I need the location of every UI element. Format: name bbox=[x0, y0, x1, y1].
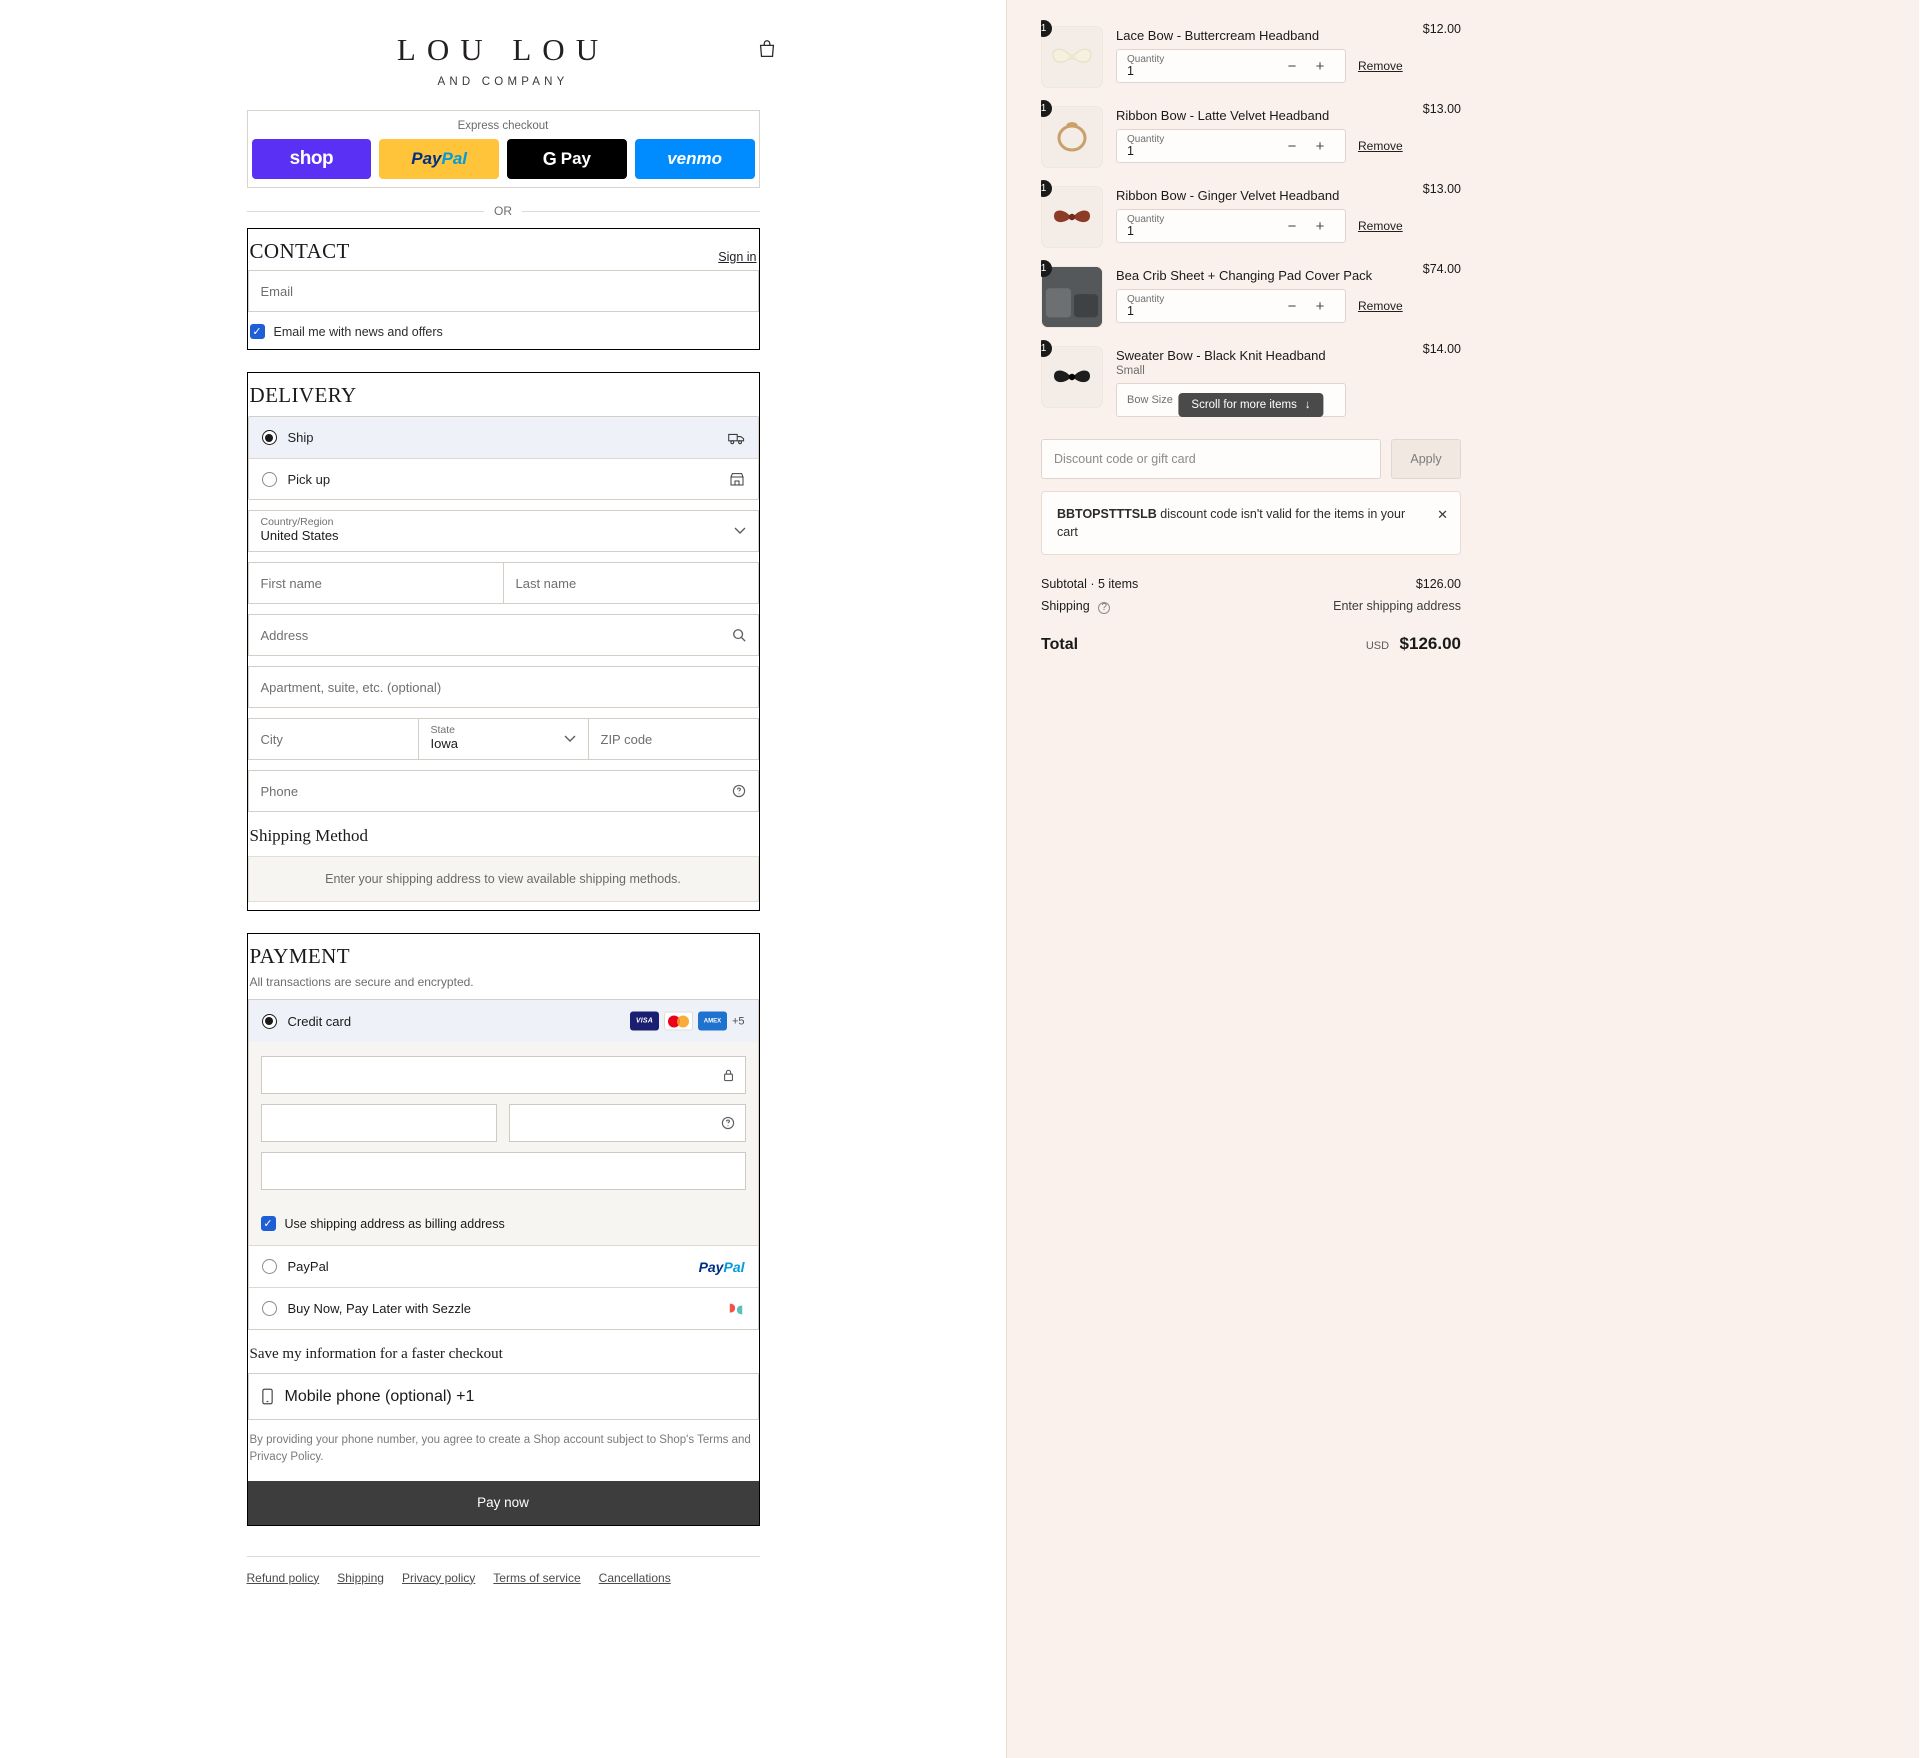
apartment-field[interactable] bbox=[248, 666, 759, 708]
quantity-label: Quantity bbox=[1127, 54, 1165, 65]
payment-methods bbox=[248, 999, 759, 1330]
order-totals bbox=[1041, 573, 1461, 654]
pickup-label: Pick up bbox=[287, 471, 331, 487]
express-checkout bbox=[247, 110, 760, 188]
quantity-value: 1 bbox=[1127, 143, 1134, 158]
sezzle-label: Buy Now, Pay Later with Sezzle bbox=[287, 1301, 472, 1316]
truck-icon bbox=[728, 430, 745, 445]
item-thumbnail bbox=[1041, 186, 1103, 248]
quantity-increase-icon[interactable]: + bbox=[1315, 217, 1325, 235]
city-state-zip-row bbox=[248, 718, 759, 760]
total-row bbox=[1041, 634, 1461, 654]
footer-link-cancellations[interactable]: Cancellations bbox=[598, 1570, 671, 1585]
brand-tagline: AND COMPANY bbox=[437, 76, 569, 88]
privacy-policy-link[interactable]: Privacy Policy bbox=[249, 1451, 321, 1464]
remove-item-button[interactable]: Remove bbox=[1358, 299, 1403, 313]
search-icon[interactable] bbox=[732, 628, 746, 642]
phone-placeholder: Phone bbox=[260, 783, 299, 799]
quantity-decrease-icon[interactable]: − bbox=[1287, 217, 1297, 235]
phone-field[interactable] bbox=[248, 770, 759, 812]
name-row bbox=[248, 562, 759, 604]
item-price: $74.00 bbox=[1422, 262, 1461, 276]
close-icon[interactable]: ✕ bbox=[1437, 507, 1448, 522]
payment-option-paypal[interactable] bbox=[249, 1245, 758, 1287]
shipping-label: Shipping bbox=[1041, 599, 1090, 614]
item-thumbnail bbox=[1041, 26, 1103, 88]
brand-logo[interactable] bbox=[247, 22, 760, 92]
or-divider bbox=[247, 204, 760, 218]
remove-item-button[interactable]: Remove bbox=[1358, 139, 1403, 153]
save-info-title: Save my information for a faster checkout bbox=[249, 1346, 503, 1362]
scroll-for-more-items-button[interactable] bbox=[1178, 393, 1323, 417]
card-brand-icons bbox=[630, 1012, 745, 1031]
newsletter-checkbox-row[interactable] bbox=[248, 312, 759, 349]
item-price: $13.00 bbox=[1422, 182, 1461, 196]
item-quantity-badge: 1 bbox=[1041, 20, 1052, 37]
google-pay-button[interactable] bbox=[507, 139, 627, 179]
list-item bbox=[1041, 98, 1461, 178]
discount-row bbox=[1041, 439, 1461, 479]
country-value: United States bbox=[260, 528, 339, 543]
item-price: $13.00 bbox=[1422, 102, 1461, 116]
credit-card-radio[interactable] bbox=[262, 1014, 277, 1029]
subtotal-row bbox=[1041, 573, 1461, 595]
card-number-field[interactable] bbox=[261, 1056, 746, 1094]
discount-error-code: BBTOPSTTTSLB bbox=[1057, 507, 1157, 521]
paypal-radio[interactable] bbox=[262, 1259, 277, 1274]
item-quantity-badge: 1 bbox=[1041, 180, 1052, 197]
delivery-section bbox=[247, 372, 760, 911]
order-summary-column bbox=[1007, 0, 1919, 1758]
apply-discount-button[interactable]: Apply bbox=[1391, 439, 1461, 479]
remove-item-button[interactable]: Remove bbox=[1358, 59, 1403, 73]
contact-section bbox=[247, 228, 760, 350]
item-title: Lace Bow - Buttercream Headband bbox=[1116, 28, 1320, 43]
payment-title: PAYMENT bbox=[249, 944, 350, 968]
discount-error-alert bbox=[1041, 491, 1461, 555]
list-item bbox=[1041, 178, 1461, 258]
address-placeholder: Address bbox=[260, 627, 309, 643]
item-thumbnail bbox=[1041, 106, 1103, 168]
quantity-increase-icon[interactable]: + bbox=[1315, 297, 1325, 315]
help-icon[interactable] bbox=[721, 1116, 735, 1130]
shipping-method-note: Enter your shipping address to view available shipping methods. bbox=[248, 856, 759, 902]
express-checkout-label: Express checkout bbox=[457, 120, 549, 132]
newsletter-checkbox[interactable]: ✓ bbox=[250, 324, 265, 339]
first-name-placeholder: First name bbox=[260, 575, 322, 591]
card-cvv-field[interactable] bbox=[509, 1104, 746, 1142]
subtotal-label: Subtotal · 5 items bbox=[1041, 577, 1139, 592]
item-quantity-badge: 1 bbox=[1041, 100, 1052, 117]
billing-address-checkbox[interactable]: ✓ bbox=[261, 1216, 276, 1231]
subtotal-value: $126.00 bbox=[1415, 577, 1461, 592]
country-label: Country/Region bbox=[260, 516, 334, 528]
total-label: Total bbox=[1041, 635, 1079, 653]
discount-error-message: discount code isn't valid for the items in your cart bbox=[1057, 507, 1406, 540]
billing-address-row[interactable] bbox=[249, 1210, 758, 1245]
quantity-decrease-icon[interactable]: − bbox=[1287, 137, 1297, 155]
item-price: $14.00 bbox=[1422, 342, 1461, 356]
email-field[interactable] bbox=[248, 270, 759, 312]
first-name-field[interactable] bbox=[248, 562, 504, 604]
card-fields bbox=[249, 1042, 758, 1210]
item-quantity-badge: 1 bbox=[1041, 260, 1052, 277]
lock-icon bbox=[722, 1068, 735, 1082]
google-pay-label: Pay bbox=[560, 149, 591, 168]
list-item bbox=[1041, 258, 1461, 338]
more-brands-label[interactable]: +5 bbox=[731, 1015, 745, 1027]
item-thumbnail bbox=[1041, 346, 1103, 408]
item-thumbnail bbox=[1041, 266, 1103, 328]
payment-option-sezzle[interactable] bbox=[249, 1287, 758, 1329]
billing-address-label: Use shipping address as billing address bbox=[284, 1216, 505, 1231]
store-icon bbox=[729, 471, 745, 487]
item-quantity-badge: 1 bbox=[1041, 340, 1052, 357]
google-g-icon: G bbox=[542, 148, 557, 169]
quantity-decrease-icon[interactable]: − bbox=[1287, 57, 1297, 75]
item-title: Ribbon Bow - Latte Velvet Headband bbox=[1116, 108, 1330, 123]
mobile-phone-value: +1 bbox=[456, 1387, 475, 1405]
pickup-radio[interactable] bbox=[262, 472, 277, 487]
state-label: State bbox=[430, 724, 456, 736]
payment-section bbox=[247, 933, 760, 1526]
zip-placeholder: ZIP code bbox=[600, 731, 653, 747]
country-select[interactable] bbox=[248, 510, 759, 552]
legal-suffix: . bbox=[320, 1451, 324, 1464]
shopping-bag-icon[interactable] bbox=[756, 38, 778, 60]
legal-prefix: By providing your phone number, you agree to create a Shop account subject to Shop's bbox=[249, 1434, 698, 1446]
paypal-logo: PayPal bbox=[698, 1258, 745, 1275]
discount-placeholder: Discount code or gift card bbox=[1054, 452, 1196, 466]
last-name-placeholder: Last name bbox=[515, 575, 577, 591]
ship-radio[interactable] bbox=[262, 430, 277, 445]
contact-title: CONTACT bbox=[249, 239, 350, 263]
delivery-options bbox=[248, 416, 759, 500]
item-price: $12.00 bbox=[1422, 22, 1461, 36]
footer-link-shipping[interactable]: Shipping bbox=[337, 1570, 384, 1585]
delivery-option-pickup[interactable] bbox=[249, 458, 758, 499]
or-label: OR bbox=[494, 204, 512, 218]
quantity-label: Quantity bbox=[1127, 134, 1165, 145]
newsletter-label: Email me with news and offers bbox=[273, 324, 443, 339]
quantity-value: 1 bbox=[1127, 303, 1134, 318]
payment-subtitle: All transactions are secure and encrypted. bbox=[249, 975, 474, 989]
quantity-increase-icon[interactable]: + bbox=[1315, 57, 1325, 75]
quantity-value: 1 bbox=[1127, 223, 1134, 238]
quantity-increase-icon[interactable]: + bbox=[1315, 137, 1325, 155]
item-variant: Small bbox=[1116, 365, 1145, 377]
discount-code-input[interactable] bbox=[1041, 439, 1381, 479]
pay-now-button[interactable]: Pay now bbox=[248, 1481, 759, 1525]
item-title: Ribbon Bow - Ginger Velvet Headband bbox=[1116, 188, 1340, 203]
footer-divider bbox=[247, 1556, 760, 1557]
name-on-card-field[interactable] bbox=[261, 1152, 746, 1190]
paypal-label: PayPal bbox=[287, 1259, 329, 1274]
shipping-value: Enter shipping address bbox=[1333, 599, 1461, 614]
venmo-button[interactable] bbox=[635, 139, 755, 179]
bow-size-label: Bow Size bbox=[1127, 394, 1173, 406]
scroll-hint-label: Scroll for more items bbox=[1191, 399, 1297, 411]
chevron-down-icon bbox=[734, 527, 746, 535]
quantity-stepper[interactable] bbox=[1116, 49, 1346, 83]
shop-pay-label: shop bbox=[289, 148, 334, 169]
cart-items-list[interactable] bbox=[1041, 18, 1461, 427]
footer-link-terms-of-service[interactable]: Terms of service bbox=[493, 1570, 581, 1585]
terms-link[interactable]: Terms bbox=[697, 1434, 729, 1446]
legal-and: and bbox=[728, 1434, 751, 1446]
legal-text bbox=[248, 1420, 759, 1481]
remove-item-button[interactable]: Remove bbox=[1358, 219, 1403, 233]
visa-icon: VISA bbox=[630, 1012, 659, 1031]
ship-label: Ship bbox=[287, 430, 314, 445]
paypal-express-button[interactable]: PayPal bbox=[379, 139, 499, 179]
mastercard-icon bbox=[664, 1012, 693, 1031]
shipping-row bbox=[1041, 595, 1461, 618]
quantity-value: 1 bbox=[1127, 63, 1134, 78]
total-value: $126.00 bbox=[1399, 633, 1461, 653]
quantity-label: Quantity bbox=[1127, 214, 1165, 225]
mobile-phone-label: Mobile phone (optional) bbox=[284, 1387, 452, 1405]
shipping-method-title: Shipping Method bbox=[249, 826, 369, 845]
payment-option-credit-card[interactable] bbox=[249, 1000, 758, 1042]
help-icon[interactable]: ? bbox=[1098, 602, 1110, 614]
city-placeholder: City bbox=[260, 731, 283, 747]
amex-icon: AMEX bbox=[698, 1012, 727, 1031]
credit-card-label: Credit card bbox=[287, 1013, 352, 1029]
arrow-down-icon: ↓ bbox=[1304, 399, 1311, 411]
state-value: Iowa bbox=[430, 736, 458, 751]
apartment-placeholder: Apartment, suite, etc. (optional) bbox=[260, 679, 442, 695]
footer-link-privacy-policy[interactable]: Privacy policy bbox=[401, 1570, 476, 1585]
footer-links bbox=[247, 1571, 760, 1585]
quantity-decrease-icon[interactable]: − bbox=[1287, 297, 1297, 315]
quantity-label: Quantity bbox=[1127, 294, 1165, 305]
card-expiry-field[interactable] bbox=[261, 1104, 498, 1142]
sezzle-radio[interactable] bbox=[262, 1301, 277, 1316]
list-item bbox=[1041, 18, 1461, 98]
total-currency: USD bbox=[1365, 639, 1390, 652]
help-icon[interactable] bbox=[732, 784, 746, 798]
zip-field[interactable] bbox=[589, 718, 759, 760]
delivery-option-ship[interactable] bbox=[249, 417, 758, 458]
delivery-title: DELIVERY bbox=[249, 383, 357, 407]
item-title: Sweater Bow - Black Knit Headband bbox=[1116, 348, 1326, 363]
state-select[interactable] bbox=[419, 718, 589, 760]
quantity-stepper[interactable] bbox=[1116, 129, 1346, 163]
shop-pay-button[interactable] bbox=[252, 139, 372, 179]
sezzle-logo bbox=[727, 1301, 745, 1317]
venmo-label: venmo bbox=[667, 149, 723, 168]
brand-name: LOU LOU bbox=[396, 32, 610, 67]
address-field[interactable] bbox=[248, 614, 759, 656]
quantity-stepper[interactable] bbox=[1116, 209, 1346, 243]
chevron-down-icon bbox=[564, 735, 576, 743]
last-name-field[interactable] bbox=[504, 562, 759, 604]
mobile-phone-field[interactable] bbox=[248, 1373, 759, 1420]
city-field[interactable] bbox=[248, 718, 419, 760]
sign-in-link[interactable]: Sign in bbox=[718, 250, 757, 264]
item-title: Bea Crib Sheet + Changing Pad Cover Pack bbox=[1116, 268, 1373, 283]
quantity-stepper[interactable] bbox=[1116, 289, 1346, 323]
footer-link-refund-policy[interactable]: Refund policy bbox=[246, 1570, 320, 1585]
mobile-phone-icon bbox=[261, 1388, 274, 1405]
email-placeholder: Email bbox=[260, 283, 294, 299]
